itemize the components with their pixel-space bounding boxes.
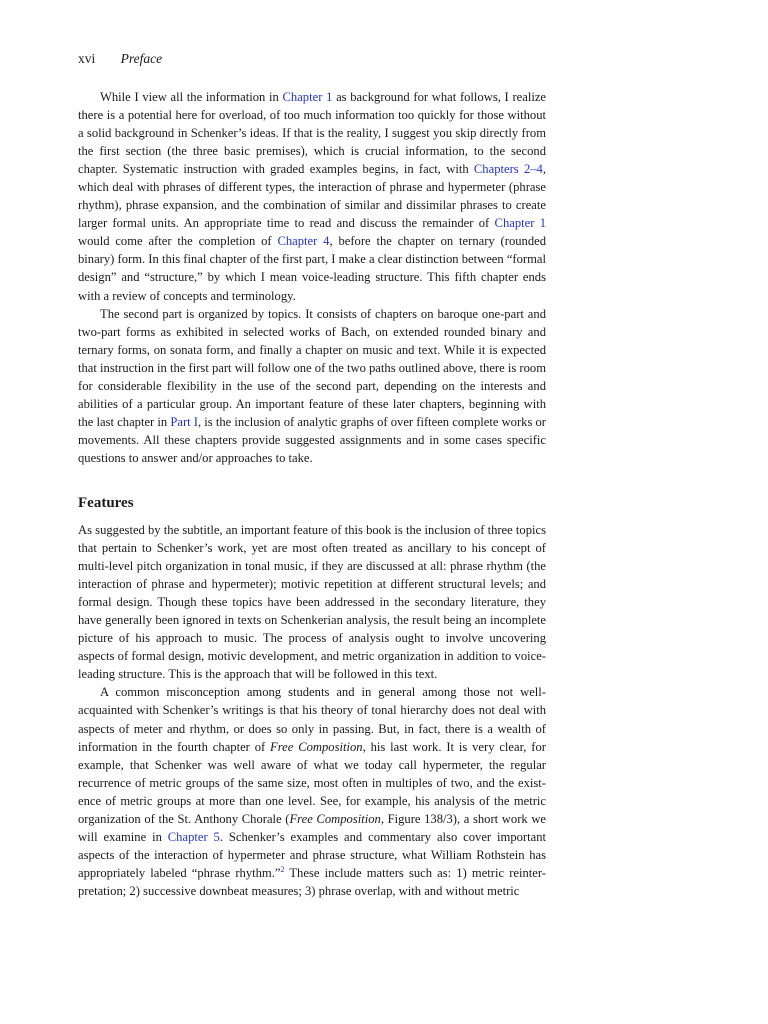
chapter-4-link[interactable]: Chapter 4 [277,234,330,249]
paragraph-chapter-overview: While I view all the information in Chapter 1 as background for what follows, I realize there is a potential here for overload, of too much information too quickly for those without a solid background in Schenker’s ideas. If that is the reality, I suggest you skip directly from the first section (the three basic premises), which is crucial information, to the second chapter. Systematic instruction with graded examples begins, in fact, with Chapters 2–4, which deal with phrases of different types, the interaction of phrase and hypermeter (phrase rhythm), phrase expansion, and the combination of similar and dissimilar phrases to create larger formal units. An appropriate time to read and discuss the remainder of Chapter 1 would come after the completion of Chapter 4, before the chapter on ternary (rounded binary) form. In this final chapter of the first part, I make a clear distinction between “formal design” and “structure,” by which I mean voice-leading structure. This fifth chapter ends with a review of concepts and terminology. [78,90,547,303]
chapter-5-link[interactable]: Chapter 5 [167,829,220,844]
preface-body [78,88,546,467]
paragraph-misconception: A common misconception among students and in general among those not well-acquainted with Schenker’s writings is that his theory of tonal hierarchy does not deal with aspects of meter and rhythm, or does so only in passing. But, in fact, there is a wealth of information in the fourth chapter of Free Composition, his last work. It is very clear, for example, that Schenker was well aware of what we today call hypermeter, the regular recurrence of metric groups of the same size, most often in multiples of two, and the exist-ence of metric groups at more than one level. See, for example, his analysis of the metric organization of the St. Anthony Chorale (Free Composition, Figure 138/3), a short work we will examine in Chapter 5. Schenker’s examples and commentary also cover important aspects of the interaction of hypermeter and phrase structure, what William Rothstein has appropriately labeled “phrase rhythm.”$^2$ These include matters such as: 1) metric reinter-pretation; 2) successive downbeat measures; 3) phrase overlap, with and without metric [78,685,547,898]
book-title: Free Composition [289,811,381,826]
section-heading: Features [78,495,134,511]
book-title: Free Composition [270,739,363,754]
features-body [78,521,546,900]
chapters-2-4-link[interactable]: Chapters 2–4 [473,162,543,177]
running-head [78,50,162,68]
paragraph-features-intro: As suggested by the subtitle, an important feature of this book is the inclusion of three topics that pertain to Schenker’s work, yet are most often treated as ancillary to his concept of multi-level pitch organization in tonal music, if they are discussed at all: phrase rhythm (the interaction of phrase and hypermeter); motivic repetition at different structural levels; and formal design. Though these topics have been addressed in the secondary literature, they have generally been ignored in texts on Schenkerian analysis, the result being an incomplete picture of his approach to music. The process of analysis ought to involve uncovering aspects of formal design, motivic development, and metric organization in addition to voice-leading structure. This is the approach that will be followed in this text. [78,523,546,682]
chapter-1-link[interactable]: Chapter 1 [494,216,547,231]
page-number: xvi [78,51,96,66]
part-1-link[interactable]: Part I [170,414,198,429]
chapter-1-link[interactable]: Chapter 1 [282,90,333,104]
paragraph-second-part: The second part is organized by topics. It consists of chapters on baroque one-part and two-part forms as exhibited in selected works of Bach, on extended rounded binary and ternary forms, on sonata form, and finally a chapter on music and text. While it is expected that instruction in the first part will follow one of the two paths outlined above, there is room for considerable flexibility in the use of the second part, depending on the interests and abilities of a particular group. An important feature of these later chapters, beginning with the last chapter in Part I, is the inclusion of analytic graphs of over fifteen complete works or movements. All these chapters provide suggested assignments and in some cases specific questions to answer and/or approaches to take. [78,306,546,465]
footnote-marker[interactable]: 2 [280,864,285,874]
running-head-title: Preface [120,51,163,66]
